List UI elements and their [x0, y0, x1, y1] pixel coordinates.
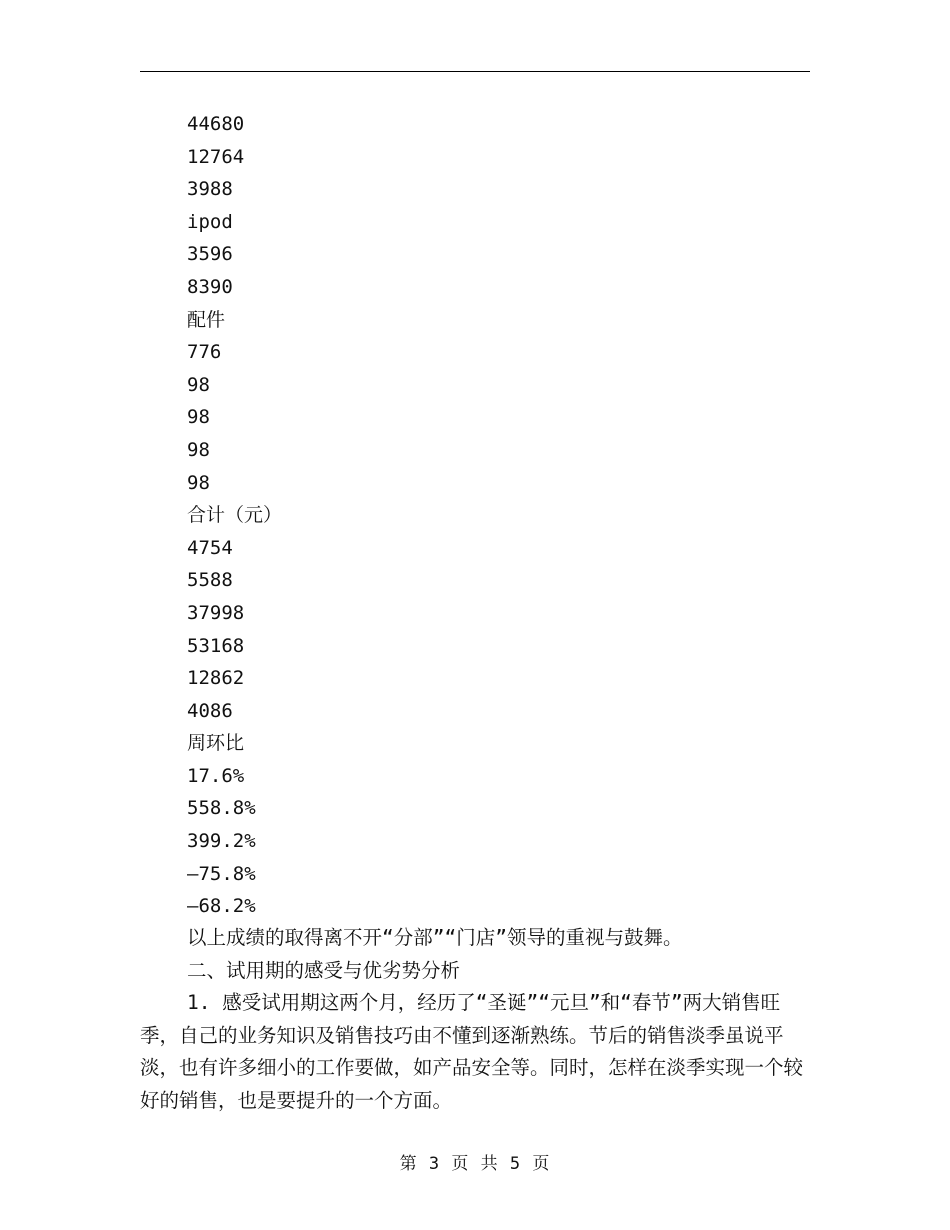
- list-item: 8390: [187, 275, 233, 298]
- list-item: 12862: [187, 667, 245, 690]
- achievement-paragraph: 以上成绩的取得离不开“分部”“门店”领导的重视与鼓舞。: [187, 926, 683, 949]
- list-item: 53168: [187, 634, 245, 657]
- list-item: —68.2%: [187, 895, 256, 918]
- list-item: 4086: [187, 699, 233, 722]
- list-item: 44680: [187, 113, 245, 135]
- list-item: —75.8%: [187, 862, 256, 885]
- section-heading: 二、试用期的感受与优劣势分析: [187, 959, 461, 982]
- header-rule: [140, 71, 810, 72]
- list-item: 98: [187, 438, 210, 461]
- list-item: 周环比: [187, 732, 245, 755]
- list-item: ipod: [187, 210, 233, 233]
- sales-data-list: [187, 108, 282, 923]
- list-item: 17.6%: [187, 764, 245, 787]
- list-item: 98: [187, 471, 210, 494]
- list-item: 4754: [187, 536, 233, 559]
- list-item: 399.2%: [187, 830, 256, 853]
- page-footer: 第 3 页 共 5 页: [399, 1154, 551, 1174]
- list-item: 98: [187, 373, 210, 396]
- list-item: 37998: [187, 601, 245, 624]
- list-item: 3596: [187, 243, 233, 266]
- list-item: 776: [187, 341, 222, 364]
- list-item: 合计（元）: [187, 504, 283, 527]
- list-item: 5588: [187, 569, 233, 592]
- list-item: 558.8%: [187, 797, 256, 820]
- list-item: 12764: [187, 145, 245, 168]
- item-1-paragraph: 1. 感受试用期这两个月，经历了“圣诞”“元旦”和“春节”两大销售旺季，自己的业务知识及销售技巧由不懂到逐渐熟练。节后的销售淡季虽说平淡，也有许多细小的工作要做，如产品安全等。同时，怎样在淡季实现一个较好的销售，也是要提升的一个方面。: [140, 991, 804, 1112]
- list-item: 3988: [187, 178, 233, 201]
- list-item: 配件: [187, 308, 226, 331]
- list-item: 98: [187, 406, 210, 429]
